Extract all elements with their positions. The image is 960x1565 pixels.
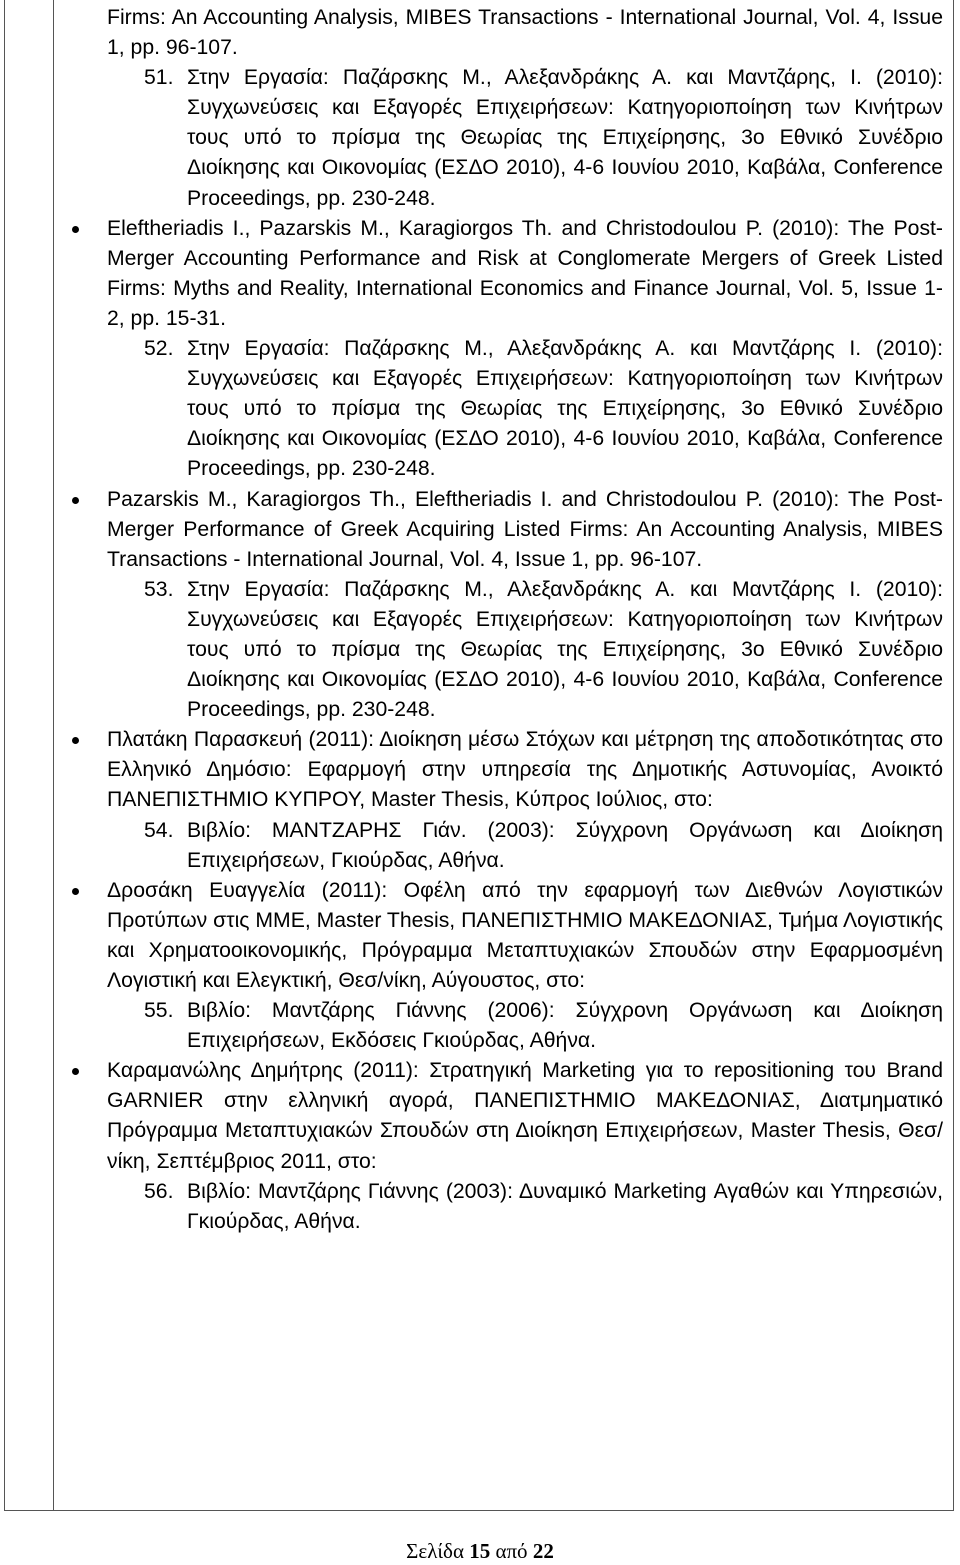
footer-page-number: 15 (469, 1539, 491, 1563)
numbered-item (107, 816, 943, 876)
references-content (107, 3, 943, 1237)
bullet-item (107, 725, 943, 815)
item-number: 52. (144, 337, 174, 361)
bullet-item (107, 485, 943, 575)
item-number: 51. (144, 66, 174, 90)
entry-text: Στην Εργασία: Παζάρσκης Μ., Αλεξανδράκης Α. και Μαντζάρης, Ι. (2010): Συγχωνεύσεις και Εξαγορές Επιχειρήσεων: Κατηγοριοποίηση των Κινήτρων τους υπό το πρίσμα της Θεωρίας της Επιχείρησης, 3ο Εθνικό Συνέδριο Διοίκησης και Οικονομίας (ΕΣΔΟ 2010), 4-6 Ιουνίου 2010, Καβάλα, Conference Proceedings, pp. 230-248. (187, 66, 943, 210)
bullet-icon (72, 888, 79, 895)
entry-text: Firms: An Accounting Analysis, MIBES Transactions - International Journal, Vol. 4, Issue 1, pp. 96-107. (107, 6, 943, 60)
item-number: 56. (144, 1179, 174, 1203)
numbered-item (107, 63, 943, 213)
numbered-item (107, 334, 943, 484)
footer-total-pages: 22 (532, 1539, 554, 1563)
entry-text: Δροσάκη Ευαγγελία (2011): Οφέλη από την εφαρμογή των Διεθνών Λογιστικών Προτύπων στις ΜΜΕ, Master Thesis, ΠΑΝΕΠΙΣΤΗΜΙΟ ΜΑΚΕΔΟΝΙΑΣ, Τμήμα Λογιστικής και Χρηματοοικονομικής, Πρόγραμμα Μεταπτυχιακών Σπουδών στην Εφαρμοσμένη Λογιστική και Ελεγκτική, Θεσ/νίκη, Αύγουστος, στο: (107, 878, 943, 992)
bullet-item (107, 214, 943, 334)
entry-text: Βιβλίο: Μαντζάρης Γιάννης (2003): Δυναμικό Marketing Αγαθών και Υπηρεσιών, Γκιούρδας, Αθήνα. (187, 1179, 943, 1233)
entry-text: Pazarskis M., Karagiorgos Th., Eleftheriadis I. and Christodoulou P. (2010): The Post-Merger Performance of Greek Acquiring Listed Firms: An Accounting Analysis, MIBES Transactions - International Journal, Vol. 4, Issue 1, pp. 96-107. (107, 487, 943, 571)
numbered-item (107, 996, 943, 1056)
bullet-item (107, 1056, 943, 1176)
entry-text: Στην Εργασία: Παζάρσκης Μ., Αλεξανδράκης Α. και Μαντζάρης Ι. (2010): Συγχωνεύσεις και Εξαγορές Επιχειρήσεων: Κατηγοριοποίηση των Κινήτρων τους υπό το πρίσμα της Θεωρίας της Επιχείρησης, 3ο Εθνικό Συνέδριο Διοίκησης και Οικονομίας (ΕΣΔΟ 2010), 4-6 Ιουνίου 2010, Καβάλα, Conference Proceedings, pp. 230-248. (187, 577, 943, 722)
page-footer (0, 1538, 960, 1564)
bullet-continuation (107, 3, 943, 63)
footer-prefix: Σελίδα (406, 1539, 464, 1563)
bullet-icon (72, 497, 79, 504)
entry-text: Βιβλίο: Μαντζάρης Γιάννης (2006): Σύγχρονη Οργάνωση και Διοίκηση Επιχειρήσεων, Εκδόσεις Γκιούρδας, Αθήνα. (187, 999, 943, 1053)
entry-text: Eleftheriadis I., Pazarskis M., Karagiorgos Th. and Christodoulou P. (2010): The Post-Merger Accounting Performance and Risk at Conglomerate Mergers of Greek Listed Firms: Myths and Reality, International Economics and Finance Journal, Vol. 5, Issue 1-2, pp. 15-31. (107, 216, 943, 330)
item-number: 53. (144, 577, 174, 601)
item-number: 55. (144, 999, 174, 1023)
entry-text: Καραμανώλης Δημήτρης (2011): Στρατηγική Marketing για το repositioning του Brand GARNIER στην ελληνική αγορά, ΠΑΝΕΠΙΣΤΗΜΙΟ ΜΑΚΕΔΟΝΙΑΣ, Διατμηματικό Πρόγραμμα Μεταπτυχιακών Σπουδών στη Διοίκηση Επιχειρήσεων, Master Thesis, Θεσ/νίκη, Σεπτέμβριος 2011, στο: (107, 1059, 943, 1173)
item-number: 54. (144, 818, 174, 842)
bullet-icon (72, 226, 79, 233)
entry-text: Στην Εργασία: Παζάρσκης Μ., Αλεξανδράκης Α. και Μαντζάρης Ι. (2010): Συγχωνεύσεις και Εξαγορές Επιχειρήσεων: Κατηγοριοποίηση των Κινήτρων τους υπό το πρίσμα της Θεωρίας της Επιχείρησης, 3ο Εθνικό Συνέδριο Διοίκησης και Οικονομίας (ΕΣΔΟ 2010), 4-6 Ιουνίου 2010, Καβάλα, Conference Proceedings, pp. 230-248. (187, 337, 943, 481)
numbered-item (107, 575, 943, 725)
numbered-item (107, 1177, 943, 1237)
footer-middle: από (495, 1539, 528, 1563)
entry-text: Πλατάκη Παρασκευή (2011): Διοίκηση μέσω Στόχων και μέτρηση της αποδοτικότητας στο Ελληνικό Δημόσιο: Εφαρμογή στην υπηρεσία της Δημοτικής Αστυνομίας, Ανοικτό ΠΑΝΕΠΙΣΤΗΜΙΟ ΚΥΠΡΟΥ, Master Thesis, Κύπρος Ιούλιος, στο: (107, 728, 943, 812)
column-divider (53, 0, 54, 1511)
entry-text: Βιβλίο: ΜΑΝΤΖΑΡΗΣ Γιάν. (2003): Σύγχρονη Οργάνωση και Διοίκηση Επιχειρήσεων, Γκιούρδας, Αθήνα. (187, 818, 943, 872)
bullet-item (107, 876, 943, 996)
